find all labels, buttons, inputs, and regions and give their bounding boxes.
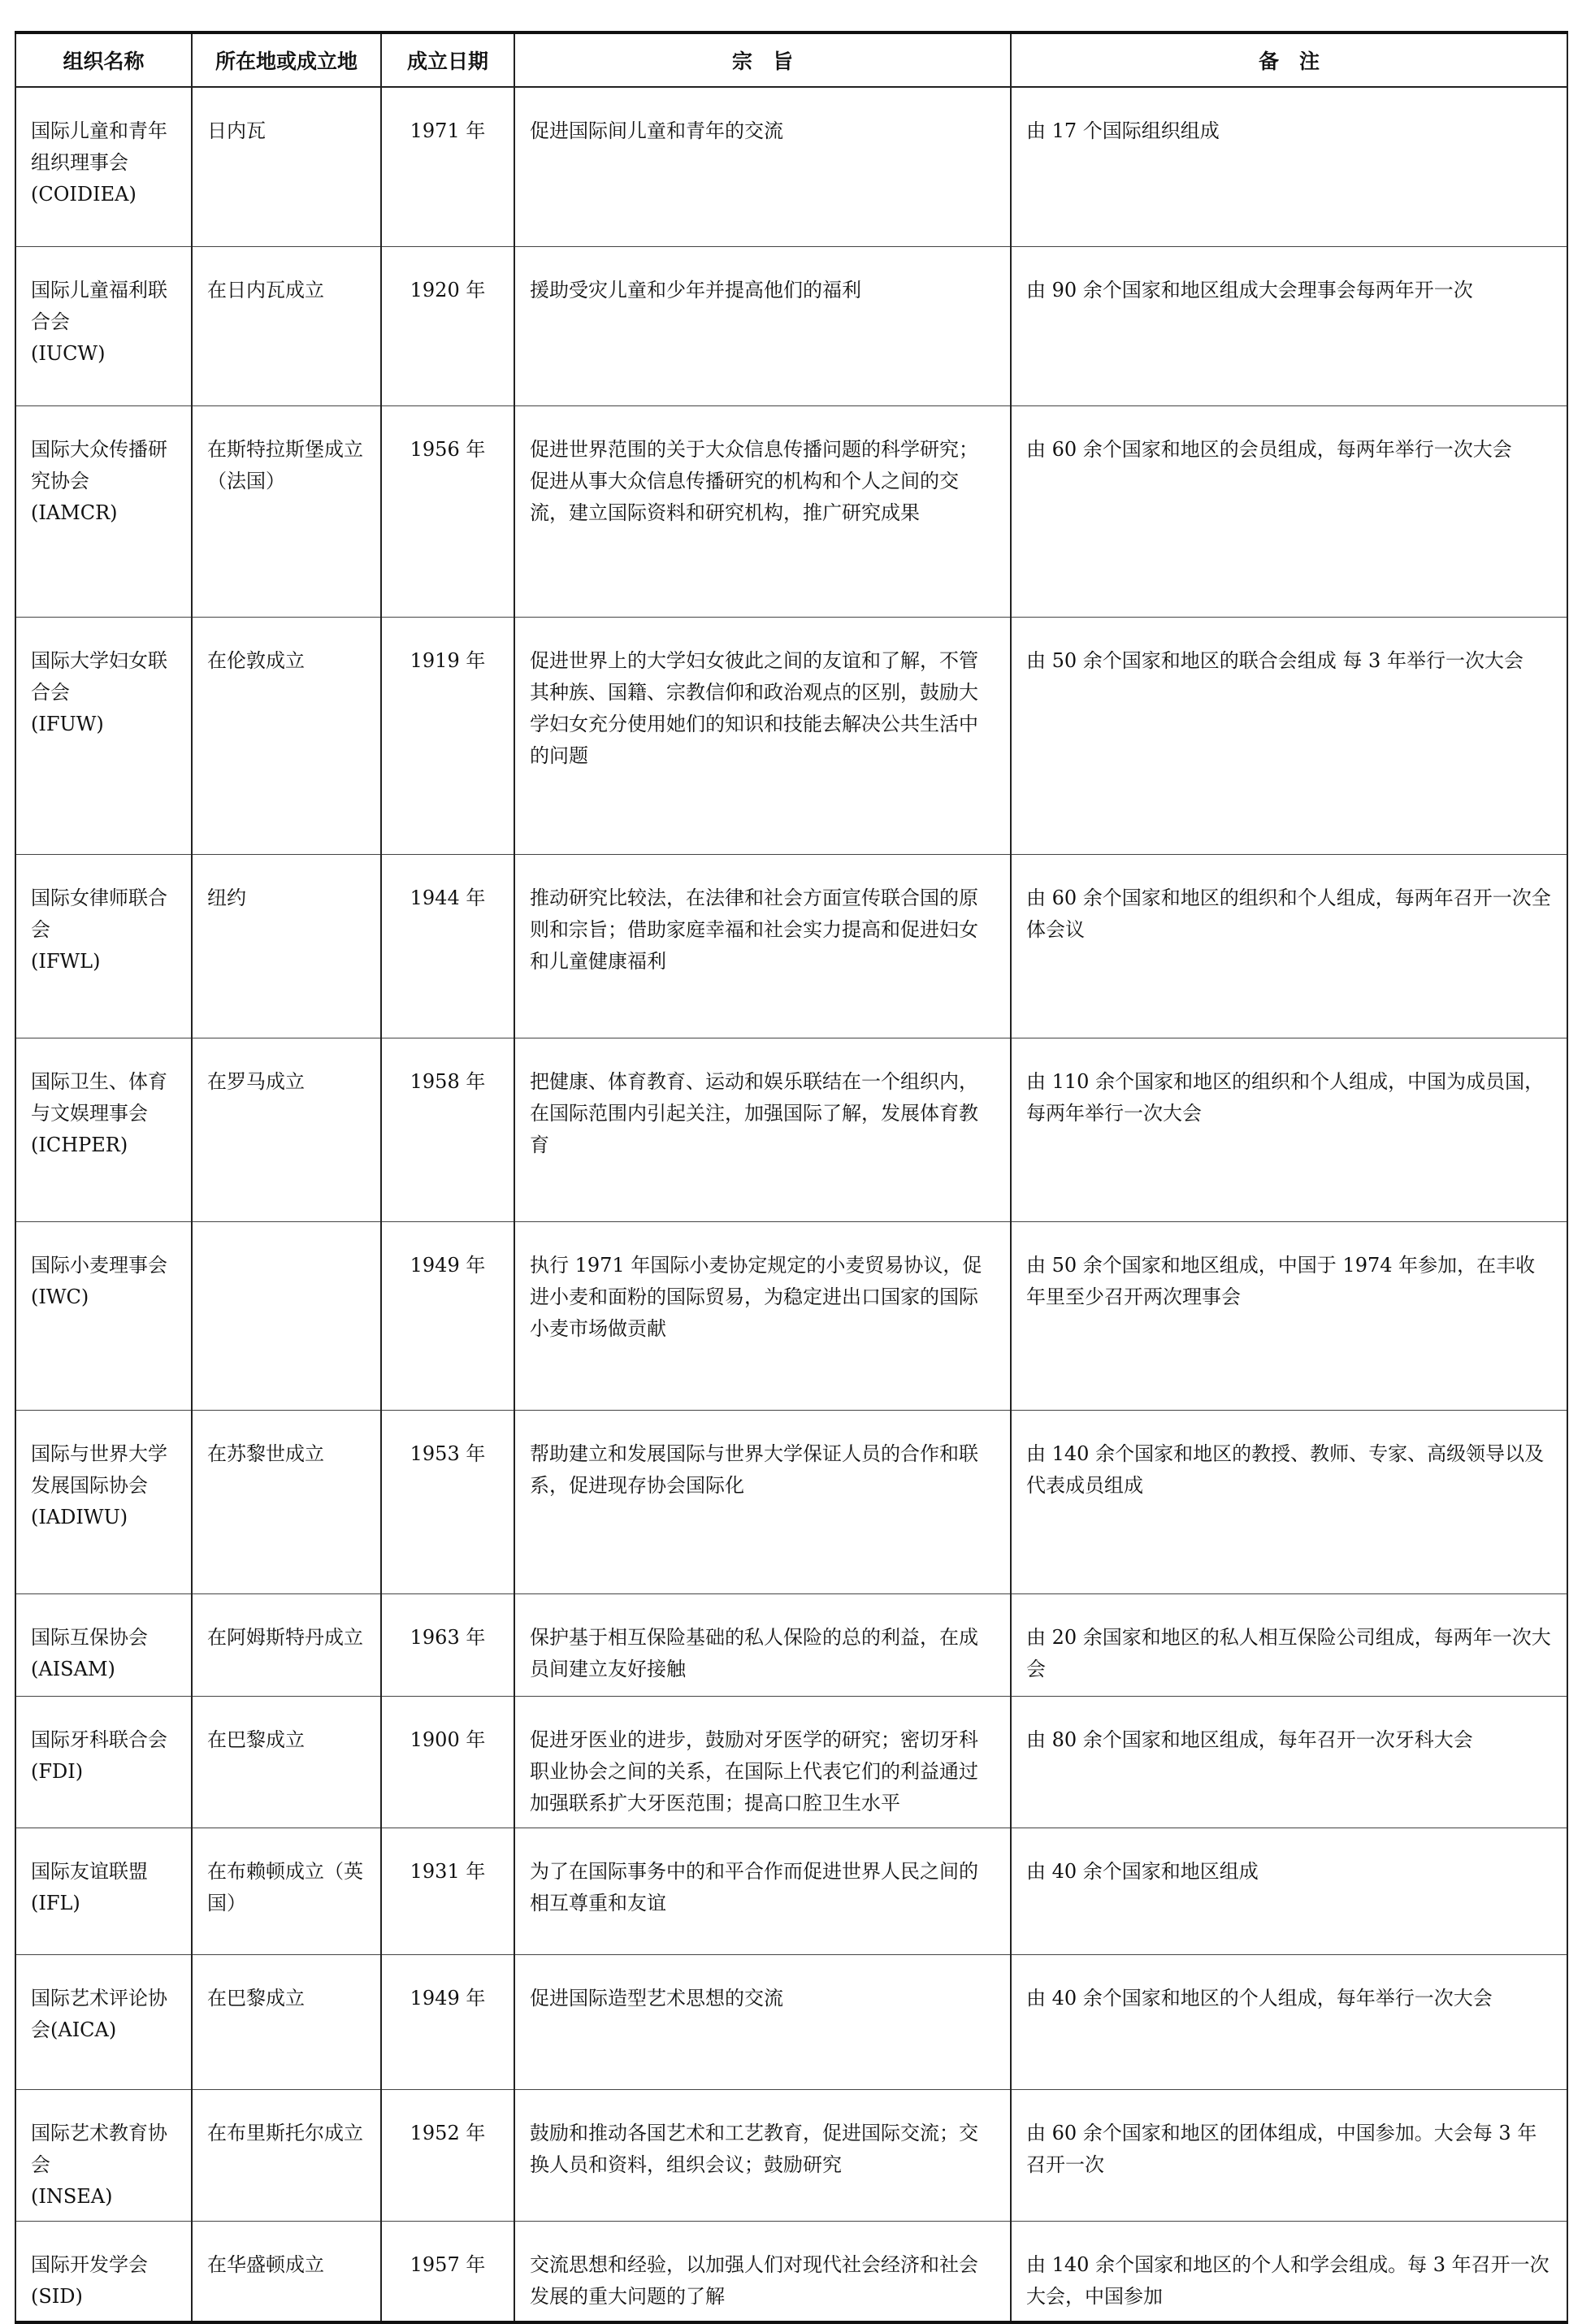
org-name: 国际大学妇女联合会 [31, 648, 167, 704]
org-name-cell [15, 854, 192, 1038]
org-name-cell [15, 1696, 192, 1828]
table-row [15, 1410, 1567, 1593]
org-name: 国际小麦理事会 [31, 1253, 167, 1277]
org-abbreviation: (AISAM) [31, 1657, 115, 1680]
table-row [15, 2089, 1567, 2221]
table-header-row [15, 33, 1567, 87]
org-founded-date: 1971 年 [381, 87, 514, 246]
org-founded-date: 1920 年 [381, 246, 514, 405]
org-name-cell [15, 246, 192, 405]
table-body [15, 87, 1567, 2322]
table-row [15, 405, 1567, 617]
org-location: 在罗马成立 [192, 1038, 381, 1221]
org-abbreviation: (SID) [31, 2284, 83, 2308]
org-founded-date: 1956 年 [381, 405, 514, 617]
org-location: 在伦敦成立 [192, 617, 381, 854]
org-purpose: 援助受灾儿童和少年并提高他们的福利 [514, 246, 1011, 405]
org-purpose: 保护基于相互保险基础的私人保险的总的利益，在成员间建立友好接触 [514, 1593, 1011, 1696]
org-founded-date: 1944 年 [381, 854, 514, 1038]
org-name-cell [15, 1954, 192, 2089]
org-name-cell [15, 1410, 192, 1593]
table-row [15, 87, 1567, 246]
org-location: 纽约 [192, 854, 381, 1038]
org-location [192, 1221, 381, 1410]
org-remarks: 由 90 余个国家和地区组成大会理事会每两年开一次 [1011, 246, 1567, 405]
org-name: 国际牙科联合会 [31, 1728, 167, 1751]
org-name-cell [15, 1593, 192, 1696]
header-date: 成立日期 [381, 33, 514, 87]
org-remarks: 由 140 余个国家和地区的个人和学会组成。每 3 年召开一次大会，中国参加 [1011, 2221, 1567, 2322]
org-founded-date: 1957 年 [381, 2221, 514, 2322]
org-abbreviation: (ICHPER) [31, 1133, 128, 1156]
org-remarks: 由 140 余个国家和地区的教授、教师、专家、高级领导以及代表成员组成 [1011, 1410, 1567, 1593]
table-row [15, 1221, 1567, 1410]
org-purpose: 帮助建立和发展国际与世界大学保证人员的合作和联系，促进现存协会国际化 [514, 1410, 1011, 1593]
org-name-cell [15, 1828, 192, 1954]
org-purpose: 鼓励和推动各国艺术和工艺教育，促进国际交流；交换人员和资料，组织会议；鼓励研究 [514, 2089, 1011, 2221]
org-abbreviation: (IFL) [31, 1891, 80, 1914]
org-purpose: 促进国际间儿童和青年的交流 [514, 87, 1011, 246]
org-founded-date: 1949 年 [381, 1954, 514, 2089]
header-location: 所在地或成立地 [192, 33, 381, 87]
org-location: 在斯特拉斯堡成立（法国） [192, 405, 381, 617]
org-name-cell [15, 87, 192, 246]
org-founded-date: 1963 年 [381, 1593, 514, 1696]
org-name: 国际开发学会 [31, 2252, 148, 2276]
org-location: 在布里斯托尔成立 [192, 2089, 381, 2221]
org-remarks: 由 20 余国家和地区的私人相互保险公司组成，每两年一次大会 [1011, 1593, 1567, 1696]
org-name: 国际艺术教育协会 [31, 2121, 167, 2176]
org-purpose: 促进国际造型艺术思想的交流 [514, 1954, 1011, 2089]
org-location: 在华盛顿成立 [192, 2221, 381, 2322]
org-name-cell [15, 1038, 192, 1221]
org-remarks: 由 60 余个国家和地区的会员组成，每两年举行一次大会 [1011, 405, 1567, 617]
org-founded-date: 1949 年 [381, 1221, 514, 1410]
org-abbreviation: (IFWL) [31, 949, 101, 973]
org-name: 国际大众传播研究协会 [31, 437, 167, 492]
org-abbreviation: (IAMCR) [31, 501, 118, 524]
table-row [15, 617, 1567, 854]
org-name-cell [15, 1221, 192, 1410]
org-name: 国际互保协会 [31, 1625, 148, 1649]
org-founded-date: 1953 年 [381, 1410, 514, 1593]
org-purpose: 促进世界上的大学妇女彼此之间的友谊和了解，不管其种族、国籍、宗教信仰和政治观点的区别，鼓励大学妇女充分使用她们的知识和技能去解决公共生活中的问题 [514, 617, 1011, 854]
table-row [15, 1038, 1567, 1221]
org-purpose: 促进世界范围的关于大众信息传播问题的科学研究；促进从事大众信息传播研究的机构和个人之间的交流，建立国际资料和研究机构，推广研究成果 [514, 405, 1011, 617]
org-purpose: 执行 1971 年国际小麦协定规定的小麦贸易协议，促进小麦和面粉的国际贸易，为稳定进出口国家的国际小麦市场做贡献 [514, 1221, 1011, 1410]
org-name: 国际女律师联合会 [31, 886, 167, 941]
org-name: 国际卫生、体育与文娱理事会 [31, 1069, 167, 1125]
org-remarks: 由 40 余个国家和地区的个人组成，每年举行一次大会 [1011, 1954, 1567, 2089]
org-abbreviation: (IWC) [31, 1285, 89, 1308]
org-name: 国际艺术评论协会(AICA) [31, 1986, 167, 2041]
header-purpose: 宗 旨 [514, 33, 1011, 87]
org-remarks: 由 60 余个国家和地区的团体组成，中国参加。大会每 3 年召开一次 [1011, 2089, 1567, 2221]
table-row [15, 1828, 1567, 1954]
org-location: 在日内瓦成立 [192, 246, 381, 405]
org-remarks: 由 40 余个国家和地区组成 [1011, 1828, 1567, 1954]
org-remarks: 由 60 余个国家和地区的组织和个人组成，每两年召开一次全体会议 [1011, 854, 1567, 1038]
org-founded-date: 1958 年 [381, 1038, 514, 1221]
org-location: 日内瓦 [192, 87, 381, 246]
organizations-table [15, 31, 1568, 2324]
org-name: 国际儿童和青年组织理事会 [31, 119, 167, 174]
org-remarks: 由 17 个国际组织组成 [1011, 87, 1567, 246]
org-remarks: 由 110 余个国家和地区的组织和个人组成，中国为成员国，每两年举行一次大会 [1011, 1038, 1567, 1221]
table-row [15, 1954, 1567, 2089]
org-founded-date: 1952 年 [381, 2089, 514, 2221]
org-abbreviation: (IADIWU) [31, 1505, 128, 1528]
org-location: 在苏黎世成立 [192, 1410, 381, 1593]
table-row [15, 246, 1567, 405]
org-name-cell [15, 617, 192, 854]
org-location: 在巴黎成立 [192, 1696, 381, 1828]
org-remarks: 由 80 余个国家和地区组成，每年召开一次牙科大会 [1011, 1696, 1567, 1828]
table-row [15, 854, 1567, 1038]
org-name: 国际儿童福利联合会 [31, 278, 167, 333]
org-name-cell [15, 405, 192, 617]
org-location: 在阿姆斯特丹成立 [192, 1593, 381, 1696]
org-purpose: 把健康、体育教育、运动和娱乐联结在一个组织内，在国际范围内引起关注，加强国际了解，发展体育教育 [514, 1038, 1011, 1221]
org-purpose: 为了在国际事务中的和平合作而促进世界人民之间的相互尊重和友谊 [514, 1828, 1011, 1954]
org-name: 国际友谊联盟 [31, 1859, 148, 1883]
org-abbreviation: (FDI) [31, 1759, 84, 1783]
org-abbreviation: (INSEA) [31, 2184, 113, 2208]
org-purpose: 推动研究比较法，在法律和社会方面宣传联合国的原则和宗旨；借助家庭幸福和社会实力提高和促进妇女和儿童健康福利 [514, 854, 1011, 1038]
org-purpose: 促进牙医业的进步，鼓励对牙医学的研究；密切牙科职业协会之间的关系，在国际上代表它们的利益通过加强联系扩大牙医范围；提高口腔卫生水平 [514, 1696, 1011, 1828]
table-row [15, 1593, 1567, 1696]
org-location: 在巴黎成立 [192, 1954, 381, 2089]
org-name-cell [15, 2089, 192, 2221]
org-name-cell [15, 2221, 192, 2322]
org-location: 在布赖顿成立（英国） [192, 1828, 381, 1954]
header-name: 组织名称 [15, 33, 192, 87]
org-founded-date: 1900 年 [381, 1696, 514, 1828]
org-abbreviation: (COIDIEA) [31, 183, 137, 206]
org-remarks: 由 50 余个国家和地区的联合会组成 每 3 年举行一次大会 [1011, 617, 1567, 854]
header-remarks: 备 注 [1011, 33, 1567, 87]
org-name: 国际与世界大学发展国际协会 [31, 1442, 167, 1497]
org-founded-date: 1919 年 [381, 617, 514, 854]
document-page [15, 31, 1567, 2324]
org-abbreviation: (IUCW) [31, 341, 106, 365]
table-row [15, 2221, 1567, 2322]
org-remarks: 由 50 余个国家和地区组成，中国于 1974 年参加，在丰收年里至少召开两次理事会 [1011, 1221, 1567, 1410]
org-purpose: 交流思想和经验，以加强人们对现代社会经济和社会发展的重大问题的了解 [514, 2221, 1011, 2322]
org-abbreviation: (IFUW) [31, 712, 104, 735]
org-founded-date: 1931 年 [381, 1828, 514, 1954]
table-row [15, 1696, 1567, 1828]
